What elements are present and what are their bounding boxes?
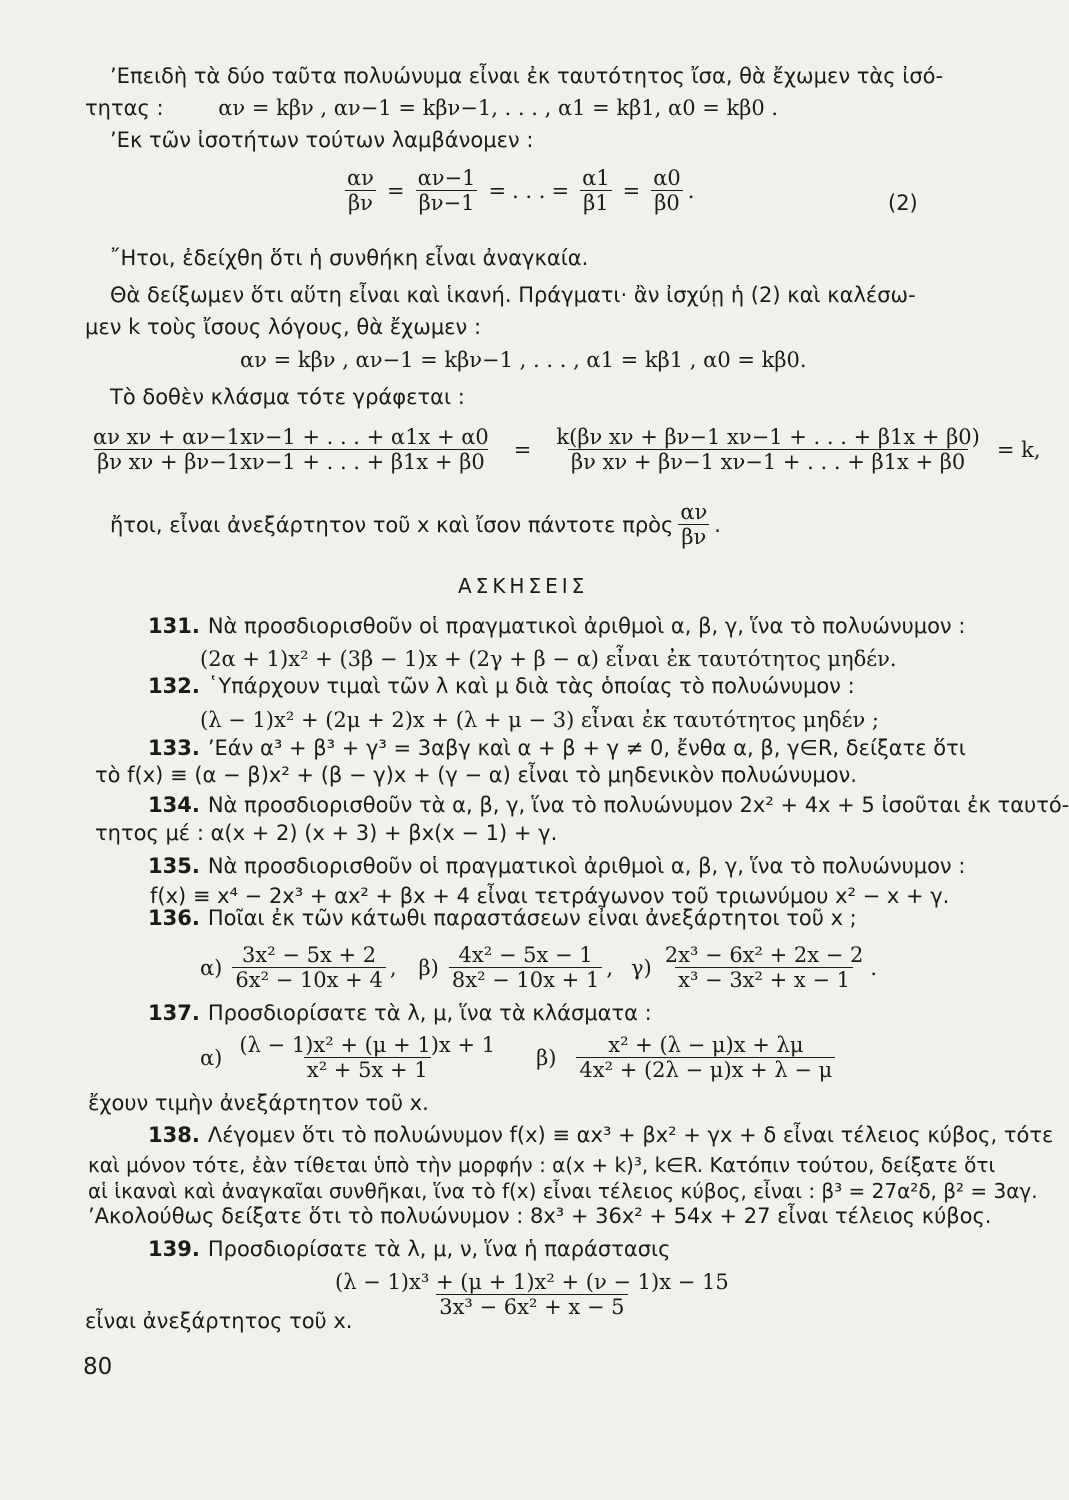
exercise-138: 138. Λέγομεν ὅτι τὸ πολυώνυμον f(x) ≡ αx³ + βx² + γx + δ εἶναι τέλειος κύβος, τότε (148, 1123, 1054, 1147)
exercise-138-line-2: καὶ μόνον τότε, ἐὰν τίθεται ὑπὸ τὴν μορφήν : α(x + k)³, k∈R. Κατόπιν τούτου, δείξατε ὅτι (88, 1153, 996, 1177)
necessary-line: ῎Ητοι, ἐδείχθη ὅτι ἡ συνθήκη εἶναι ἀναγκαία. (110, 246, 589, 270)
exercise-132: 132. ῾Υπάρχουν τιμαὶ τῶν λ καὶ μ διὰ τὰς ὁποίας τὸ πολυώνυμον : (148, 674, 855, 698)
exercise-137: 137. Προσδιορίσατε τὰ λ, μ, ἵνα τὰ κλάσματα : (148, 1001, 652, 1025)
fraction-intro: Τὸ δοθὲν κλάσμα τότε γράφεται : (110, 385, 465, 409)
intro-line-3: ’Εκ τῶν ἰσοτήτων τούτων λαμβάνομεν : (110, 128, 534, 152)
exercises-heading: ΑΣΚΗΣΕΙΣ (458, 574, 589, 598)
ratio-frac-4: $\frac{\alpha 0}{\beta 0}$ (653, 166, 681, 215)
exercise-137-line-3: ἔχουν τιμὴν ἀνεξάρτητον τοῦ x. (88, 1091, 429, 1115)
big-equation: $\frac{\text{αν xν + αν−1xν−1 + . . . + α1x + α0}}{\text{βν xν + βν−1xν−1 + . . . + β1x + β0}}$ = $\frac{\text{k(βν xν + βν−1 xν−1 + . . . + β1x + β0)}}{\text{βν xν + βν−1 xν−1 + . . . + β1x + β0}}$ = k, (86, 425, 1047, 474)
big-left-frac: $\frac{\text{αν xν + αν−1xν−1 + . . . + α1x + α0}}{\text{βν xν + βν−1xν−1 + . . . + β1x + β0}}$ (93, 425, 489, 474)
exercise-131-math: (2α + 1)x² + (3β − 1)x + (2γ + β − α) εἶναι ἐκ ταυτότητος μηδέν. (200, 647, 897, 671)
exercise-133-line-2: τὸ f(x) ≡ (α − β)x² + (β − γ)x + (γ − α) εἶναι τὸ μηδενικὸν πολυώνυμον. (95, 763, 857, 787)
exercise-138-line-4: ’Ακολούθως δείξατε ὅτι τὸ πολυώνυμον : 8x³ + 36x² + 54x + 27 εἶναι τέλειος κύβος. (88, 1204, 992, 1228)
intro-line-1: ’Επειδὴ τὰ δύο ταῦτα πολυώνυμα εἶναι ἐκ ταυτότητος ἴσα, θὰ ἔχωμεν τὰς ἰσό- (110, 64, 944, 88)
exercise-138-line-3: αἱ ἱκαναὶ καὶ ἀναγκαῖαι συνθῆκαι, ἵνα τὸ f(x) εἶναι τέλειος κύβος, εἶναι : β³ = 27α²δ, β² = 3αγ. (88, 1179, 1038, 1203)
exercise-136-frac-c: $\frac{\text{2x³ − 6x² + 2x − 2}}{\text{x³ − 3x² + x − 1}}$ (664, 943, 864, 992)
exercise-137-fractions: α) $\frac{\text{(λ − 1)x² + (μ + 1)x + 1}}{\text{x² + 5x + 1}}$ β) $\frac{\text{x² + (λ − μ)x + λμ}}{\text{4x² + (2λ − μ)x + λ − μ}}$ (200, 1033, 839, 1082)
exercise-133: 133. ’Εάν α³ + β³ + γ³ = 3αβγ καὶ α + β + γ ≠ 0, ἔνθα α, β, γ∈R, δείξατε ὅτι (148, 736, 966, 760)
ratio-frac-2: $\frac{\alpha\nu-1}{\beta\nu-1}$ (417, 166, 476, 215)
exercise-134: 134. Νὰ προσδιορισθοῦν τὰ α, β, γ, ἵνα τὸ πολυώνυμον 2x² + 4x + 5 ἰσοῦται ἐκ ταυτό- (148, 793, 1069, 817)
exercise-136-fractions: α) $\frac{\text{3x² − 5x + 2}}{\text{6x² − 10x + 4}}$ , β) $\frac{\text{4x² − 5x − 1}}{\text{8x² − 10x + 1}}$ , γ) $\frac{\text{2x³ − 6x² + 2x − 2}}{\text{x³ − 3x² + x − 1}}$ . (200, 943, 878, 992)
exercise-139-fraction: $\frac{\text{(λ − 1)x³ + (μ + 1)x² + (ν − 1)x − 15}}{\text{3x³ − 6x² + x − 5}}$ (335, 1270, 729, 1319)
conclusion-frac: $\frac{\alpha\nu}{\beta\nu}$ (680, 500, 708, 549)
intro-line-2 (85, 95, 778, 121)
exercise-136: 136. Ποῖαι ἐκ τῶν κάτωθι παραστάσεων εἶναι ἀνεξάρτητοι τοῦ x ; (148, 906, 857, 930)
exercise-139-line-3: εἶναι ἀνεξάρτητος τοῦ x. (85, 1309, 353, 1333)
exercise-137-frac-a: $\frac{\text{(λ − 1)x² + (μ + 1)x + 1}}{\text{x² + 5x + 1}}$ (239, 1033, 496, 1082)
sufficient-math: αν = kβν , αν−1 = kβν−1 , . . . , α1 = kβ1 , α0 = kβ0. (240, 348, 807, 372)
exercise-131: 131. Νὰ προσδιορισθοῦν οἱ πραγματικοὶ ἀριθμοὶ α, β, γ, ἵνα τὸ πολυώνυμον : (148, 614, 966, 638)
sufficient-line-2: μεν k τοὺς ἴσους λόγους, θὰ ἔχωμεν : (85, 315, 482, 339)
exercise-136-frac-a: $\frac{\text{3x² − 5x + 2}}{\text{6x² − 10x + 4}}$ (232, 943, 385, 992)
exercise-134-line-2: τητος μέ : α(x + 2) (x + 3) + βx(x − 1) + γ. (95, 821, 558, 845)
exercise-136-frac-b: $\frac{\text{4x² − 5x − 1}}{\text{8x² − 10x + 1}}$ (449, 943, 602, 992)
equalities-math: αν = kβν , αν−1 = kβν−1, . . . , α1 = kβ1, α0 = kβ0 . (218, 96, 779, 120)
page-number: 80 (83, 1354, 113, 1380)
exercise-135-line-2: f(x) ≡ x⁴ − 2x³ + αx² + βx + 4 εἶναι τετράγωνον τοῦ τριωνύμου x² − x + γ. (150, 884, 950, 908)
equation-label-2: (2) (888, 191, 918, 215)
conclusion-line: ἤτοι, εἶναι ἀνεξάρτητον τοῦ x καὶ ἴσον πάντοτε πρὸς $\frac{\alpha\nu}{\beta\nu}$ . (110, 500, 721, 549)
big-right-frac: $\frac{\text{k(βν xν + βν−1 xν−1 + . . . + β1x + β0)}}{\text{βν xν + βν−1 xν−1 + . . . + β1x + β0}}$ (556, 425, 980, 474)
sufficient-line-1: Θὰ δείξωμεν ὅτι αὕτη εἶναι καὶ ἱκανή. Πράγματι· ἂν ἰσχύῃ ἡ (2) καὶ καλέσω- (110, 283, 916, 307)
exercise-132-math: (λ − 1)x² + (2μ + 2)x + (λ + μ − 3) εἶναι ἐκ ταυτότητος μηδέν ; (200, 708, 880, 732)
ratio-frac-1: $\frac{\alpha\nu}{\beta\nu}$ (347, 166, 374, 215)
intro-line-2-text: τητας : (85, 96, 164, 120)
exercise-137-frac-b: $\frac{\text{x² + (λ − μ)x + λμ}}{\text{4x² + (2λ − μ)x + λ − μ}}$ (576, 1033, 835, 1082)
exercise-135: 135. Νὰ προσδιορισθοῦν οἱ πραγματικοὶ ἀριθμοὶ α, β, γ, ἵνα τὸ πολυώνυμον : (148, 854, 966, 878)
ratio-equation: $\frac{\alpha\nu}{\beta\nu}$ = $\frac{\alpha\nu-1}{\beta\nu-1}$ = . . . = $\frac{\alpha 1}{\beta 1}$ = $\frac{\alpha 0}{\beta 0}$ . (340, 166, 694, 215)
ratio-frac-3: $\frac{\alpha 1}{\beta 1}$ (582, 166, 610, 215)
exercise-139: 139. Προσδιορίσατε τὰ λ, μ, ν, ἵνα ἡ παράστασις (148, 1237, 671, 1261)
